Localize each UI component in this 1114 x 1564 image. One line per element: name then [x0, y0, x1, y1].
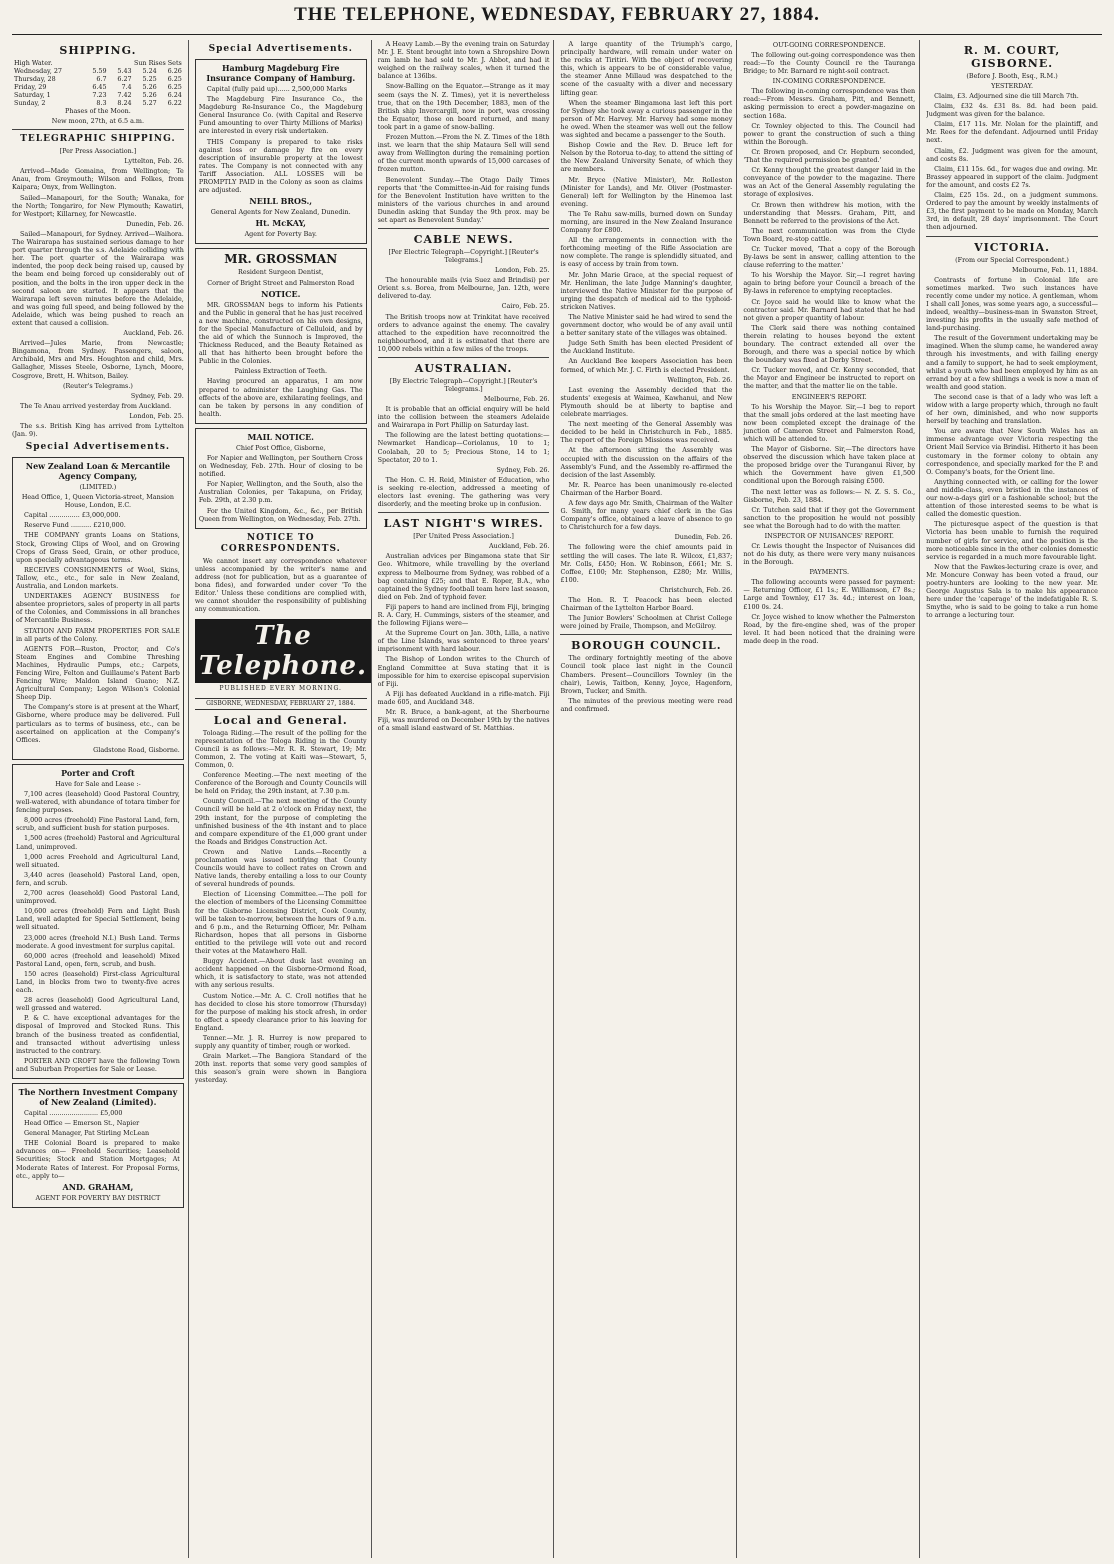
- paragraph: The Hon. R. T. Peacock has been elected Chairman of the Lyttelton Harbor Board.: [560, 596, 733, 613]
- divider: [378, 512, 550, 513]
- painless-heading: Painless Extraction of Teeth.: [234, 367, 328, 376]
- tide-cell-pm: 6.27: [117, 75, 132, 83]
- tide-cell-day: Wednesday, 27: [14, 67, 62, 75]
- paragraph: Bishop Cowie and the Rev. D. Bruce left for Nelson by the Rotorua to-day, to attend the sitting of the New Zealand University Senate, of which they are members.: [560, 141, 733, 174]
- cable-sub: [Per Electric Telegraph—Copyright.] [Reuter's Telegrams.]: [388, 248, 539, 265]
- tide-cell-day: Sunday, 2: [14, 99, 46, 107]
- paragraph: Claim, £17 11s. Mr. Nolan for the plaintiff, and Mr. Rees for the defendant. Adjourned until Friday next.: [926, 120, 1098, 145]
- paragraph: The next letter was as follows:— N. Z. S. S. Co., Gisborne, Feb. 23, 1884.: [743, 487, 916, 504]
- victoria-sub: (From our Special Correspondent.): [955, 255, 1069, 264]
- tide-row: [12, 83, 184, 91]
- paragraph: The Te Anau arrived yesterday from Auckland.: [20, 401, 172, 410]
- telephone-title: The Telephone.: [195, 619, 371, 683]
- listing: 2,700 acres (leasehold) Good Pastoral Land, unimproved.: [16, 889, 180, 906]
- listing: 3,440 acres (leasehold) Pastoral Land, open, fern, and scrub.: [16, 870, 180, 887]
- newspaper-columns: [12, 40, 1102, 1558]
- cable-news-heading: CABLE NEWS.: [413, 233, 514, 247]
- tide-cell-pm: 8.24: [117, 99, 132, 107]
- tide-cell-am: 7.23: [92, 91, 107, 99]
- masthead: THE TELEPHONE, WEDNESDAY, FEBRUARY 27, 1884.: [294, 4, 820, 25]
- mail-notice-ad: [195, 428, 367, 529]
- paragraph: Arrived—Jules Marie, from Newcastle; Bingamona, from Sydney. Passengers, saloon, Archibald, Mrs and Mrs. Houghton and child, Mrs. Gallagher, Misses Steele, Osborne, Lynch, Moore, Cosgrove, Brett, H. Whitson, Bailey.: [12, 339, 184, 380]
- manager: General Manager, Pat Stirling McLean: [24, 1129, 150, 1138]
- paragraph: The Clerk said there was nothing contained therein relating to houses beyond the extent boundary. The contract extended all over the Borough, and there was a special notice by which the boundary was fixed at Derby Street.: [743, 323, 916, 365]
- grossman-ad: [195, 248, 367, 424]
- paragraph: An Auckland Bee keepers Association has been formed, of which Mr. J. C. Firth is elected President.: [560, 357, 733, 374]
- capital: Capital ............... £3,000,000.: [24, 511, 121, 520]
- dateline: Melbourne, Feb. 26.: [483, 395, 550, 403]
- hamburg-capital: Capital (fully paid up)...... 2,500,000 Marks: [206, 85, 347, 93]
- paragraph: The British troops now at Trinkitat have received orders to advance against the enemy. The cavalry attached to the expedition have reconnoitred the neighbourhood, and it is estimated that there are 10,000 rebels within a few miles of the troops.: [377, 312, 550, 353]
- paragraph: The second case is that of a lady who was left a widow with a large property which, through no fault of her own, diminished, and who now supports herself by teaching and translation.: [926, 392, 1098, 426]
- paragraph: The minutes of the previous meeting were read and confirmed.: [560, 696, 733, 713]
- paragraph: The next communication was from the Clyde Town Board, re-stop cattle.: [743, 226, 916, 243]
- nz-loan-ad: [12, 457, 184, 760]
- dateline: Sydney, Feb. 29.: [130, 391, 184, 400]
- paragraph: The following in-coming correspondence was then read:—From Messrs. Graham, Pitt, and Bennett, asking permission to erect a powder-magazine on section 168a.: [743, 87, 916, 120]
- paragraph: Sailed—Manapouri, for the South; Wanaka, for the North; Tongariro, for New Plymouth; Kawatiri, for Westport; Killarney, for Newcastle.: [12, 193, 184, 218]
- reuter-label: (Reuter's Telegrams.): [62, 381, 133, 390]
- mckay-sub: Agent for Poverty Bay.: [244, 230, 317, 239]
- dateline: Sydney, Feb. 26.: [496, 465, 550, 474]
- paragraph: RECEIVES CONSIGNMENTS of Wool, Skins, Tallow, etc., etc., for sale in New Zealand, Australia, and London markets.: [16, 565, 180, 591]
- paragraph: Snow-Balling on the Equator.—Strange as it may seem (says the N. Z. Times), yet it is nevertheless true, that on the 19th December, 1883, men of the British ship Invercargill, now in port, was crossing the Equator, those on board returned, and many took part in a game of snow-balling.: [377, 82, 550, 131]
- paragraph: Cr. Brown proposed, and Cr. Hepburn seconded, 'That the required permission be granted.': [743, 147, 916, 165]
- paragraph: Judge Seth Smith has been elected President of the Auckland Institute.: [560, 339, 733, 356]
- rm-court-heading: R. M. COURT, GISBORNE.: [963, 44, 1061, 70]
- northern-title: The Northern Investment Company of New Zealand (Limited).: [18, 1087, 178, 1107]
- paragraph: The Bishop of London writes to the Church of England Committee at Suva stating that it is impossible for him to exercise episcopal supervision of Fiji.: [377, 655, 550, 688]
- column-6: [926, 40, 1102, 1558]
- tide-cell-pm: 7.42: [117, 91, 132, 99]
- paragraph: Cr. Joyce wished to know whether the Palmerston Road, by the fire-engine shed, was of the proper level. It had been noticed that the draining were made deep in the road.: [743, 612, 916, 645]
- paragraph: Cr. Kenny thought the greatest danger laid in the conveyance of the powder to the magazine. There was an Act of the General Assembly regulating the storage of explosives.: [743, 166, 916, 199]
- last-wires-sub: [Per United Press Association.]: [413, 532, 514, 541]
- porter-croft-ad: [12, 764, 184, 1079]
- victoria-heading: VICTORIA.: [974, 240, 1050, 254]
- dateline: Christchurch, Feb. 26.: [659, 585, 733, 594]
- neill-bros: NEILL BROS.,: [249, 196, 313, 207]
- tide-cell-sets: 6.22: [167, 99, 182, 107]
- paragraph: Now that the Fawkes-lecturing craze is over, and Mr. Moncure Conway has been voted a fraud, our poetry-hunters are looking to the new year. Mr. George Augustus Sala is to make his appearance here under the 'caperage' of the indefatigable R. S. Smythe, who is said to be going to take a run home to arrange a lecturing tour.: [926, 562, 1098, 620]
- paragraph: We cannot insert any correspondence whatever unless accompanied by the writer's name and address (not for publication, but as a guarantee of bona fides), and forwarded under cover 'To the Editor.' Unless these conditions are complied with, we cannot shoulder the responsibility of publishing any communication.: [194, 556, 367, 614]
- paragraph: County Council.—The next meeting of the County Council will be held at 2 o'clock on Friday next, the 29th instant, for the purpose of completing the unfinished business of the 4th instant and to place and compare expenditure of the £1,000 grant under the Roads and Bridges Construction Act.: [194, 797, 367, 846]
- tide-cell-sets: 6.26: [167, 67, 182, 75]
- column-2: [195, 40, 372, 1558]
- divider: [12, 129, 184, 130]
- paragraph: STATION AND FARM PROPERTIES FOR SALE in all parts of the Colony.: [16, 626, 180, 643]
- divider: [560, 634, 732, 635]
- mail-heading: MAIL NOTICE.: [247, 431, 314, 442]
- mckay: Ht. McKAY,: [255, 218, 306, 229]
- paragraph: Mr. R. Bruce, a bank-agent, at the Sherbourne Fiji, was murdered on December 19th by the natives of a small island eastward of St. Matthias.: [377, 708, 550, 733]
- paragraph: Cr. Joyce said he would like to know what the contractor said. Mr. Barnard had stated that he had not given a proper quantity of labour.: [743, 297, 916, 322]
- divider: [378, 357, 550, 358]
- paragraph: The Magdeburg Fire Insurance Co., the Magdeburg Re-Insurance Co., the Magdeburg General Insurance Co. (with Capital and Reserve Fund amounting to over Thirty Millions of Marks) are interested in every risk undertaken.: [198, 95, 363, 136]
- shipping-heading: SHIPPING.: [59, 44, 137, 57]
- head-office: Head Office — Emerson St., Napier: [24, 1119, 140, 1128]
- tide-row: [12, 91, 184, 99]
- northern-investment-ad: [12, 1083, 184, 1208]
- tide-table: [12, 59, 184, 107]
- paragraph: Toloaga Riding.—The result of the polling for the representation of the Tologa Riding in the County Council is as follows:—Mr. R. R. Stewart, 19; Mr. Common, 2. The voting at Kaiti was—Stewart, 5, Common, 0.: [194, 728, 367, 769]
- moon-label: Phases of the Moon.: [65, 107, 131, 115]
- paragraph: Frozen Mutton.—From the N. Z. Times of the 18th inst. we learn that the ship Mataura Sell will send away from Wellington during the remaining portion of the current month upwards of 15,000 carcases of frozen mutton.: [377, 133, 550, 174]
- paragraph: Tenner.—Mr. J. R. Hurrey is now prepared to supply any quantity of timber, rough or worked.: [194, 1033, 367, 1051]
- listing: 8,000 acres (freehold) Fine Pastoral Land, fern, scrub, and sufficient bush for station purposes.: [16, 816, 180, 833]
- paragraph: A large quantity of the Triumph's cargo, principally hardware, will remain under water on the rocks at Tiritiri. With the object of recovering this, which is appears to be of considerable value, the steamer Anne Millaud was despatched to the scene of the casualty with a diver and necessary lifting gear.: [560, 40, 733, 97]
- grossman-sub: Resident Surgeon Dentist,: [238, 268, 324, 277]
- paragraph: Mr. R. Pearce has been unanimously re-elected Chairman of the Harbor Board.: [560, 480, 733, 497]
- australian-sub: [By Electric Telegraph—Copyright.] [Reuter's Telegrams.]: [389, 377, 538, 393]
- paragraph: AGENTS FOR—Ruston, Proctor, and Co's Steam Engines and Combine Threshing Machines, Hydraulic Pumps, etc.; Carpets, Fencing Wire, Felton and Guillaume's Patent Barb Fencing Wire; Maldon Island Guano; N.Z. Agricultural Company; Legon Wilson's Colonial Sheep Dip.: [16, 644, 180, 702]
- divider: [378, 228, 550, 229]
- listing: 150 acres (leasehold) First-class Agricultural Land, in blocks from two to twenty-five acres each.: [16, 969, 180, 995]
- rm-before: (Before J. Booth, Esq., R.M.): [966, 72, 1058, 80]
- graham-name: AND. GRAHAM,: [62, 1181, 134, 1192]
- tide-row: [12, 67, 184, 75]
- paragraph: The s.s. British King has arrived from Lyttelton (Jan. 9).: [12, 421, 184, 438]
- graham-agent: AGENT FOR POVERTY BAY DISTRICT: [35, 1193, 161, 1202]
- paragraph: Last evening the Assembly decided that the students' exegesis at Waimea, Kawhanui, and New Plymouth should be at liberty to baptise and celebrate marriages.: [560, 385, 733, 419]
- grossman-title: MR. GROSSMAN: [224, 252, 338, 267]
- paragraph: Election of Licensing Committee.—The poll for the election of members of the Licensing Committee for the Gisborne Licensing District, Cook County, will be taken to-morrow, between the hours of 9 a.m. and 6 p.m., and the Returning Officer, Mr. Pelham Richardson, hopes that all persons in Gisborne entitled to the privilege will vote out and record their votes at the Matawhero Hall.: [194, 890, 367, 956]
- paragraph: UNDERTAKES AGENCY BUSINESS for absentee proprietors, sales of property in all parts of the Colonies, and Commissions in all branches of Mercantile Business.: [16, 592, 180, 625]
- ad-address: Gladstone Road, Gisborne.: [93, 745, 180, 754]
- paragraph: Conference Meeting.—The next meeting of the Conference of the Borough and County Councils will be held on Friday, the 29th instant, at 7.30 p.m.: [194, 771, 367, 796]
- last-wires-heading: LAST NIGHT'S WIRES.: [383, 517, 544, 531]
- paragraph: Custom Notice.—Mr. A. C. Croll notifies that he has decided to close his store tomorrow (Thursday) for the purpose of making his stock afresh, in order to effect a speedy clearance prior to his leaving for England.: [194, 991, 367, 1032]
- paragraph: PORTER AND CROFT have the following Town and Suburban Properties for Sale or Lease.: [16, 1056, 180, 1073]
- paragraph: You are aware that New South Wales has an immense advantage over Victoria respecting the Orient Mail Service via Brindisi. Hitherto it has been customary in the former colony to obtain any correspondence, and specially marked for the P. and O. Company's boats, for the Orient line.: [926, 427, 1098, 476]
- special-ads-heading: Special Advertisements.: [208, 44, 353, 54]
- paragraph: Claim, £32 4s. £31 8s. 8d. had been paid. Judgment was given for the balance.: [926, 102, 1098, 119]
- special-ads-heading: Special Advertisements.: [25, 442, 171, 453]
- dateline: Auckland, Feb. 26.: [488, 542, 550, 551]
- issue-date-line: GISBORNE, WEDNESDAY, FEBRUARY 27, 1884.: [195, 698, 367, 710]
- paragraph: A few days ago Mr. Smith, Chairman of the Walter G. Smith, for many years chief clerk in the Gas Company's office, obtained a leave of absence to go to Christchurch for a few days.: [560, 498, 733, 532]
- paragraph: The Te Rahu saw-mills, burned down on Sunday morning, are insured in the New Zealand Insurance Company for £800.: [560, 209, 733, 235]
- paragraph: At the afternoon sitting the Assembly was occupied with the discussion on the affairs of the Assembly's Fund, and the Assembly re-affirmed the decision of the last Assembly.: [560, 446, 733, 479]
- listing: 10,600 acres (freehold) Fern and Light Bush Land, well adapted for Special Settlement, being well situated.: [16, 907, 180, 932]
- porter-croft-sub: Have for Sale and Lease :-: [55, 779, 141, 788]
- paragraph: A Fiji has defeated Auckland in a rifle-match. Fiji made 605, and Auckland 348.: [377, 689, 550, 706]
- paragraph: MR. GROSSMAN begs to inform his Patients and the Public in general that he has just received a new machine, constructed on his own designs, for the Special Manufacture of Celluloid, and by the aid of which the Sunnoch is Improved, the Thickness Reduced, and the Beauty Retained as all that has hitherto been brought before the Public in the Colonies.: [198, 300, 363, 366]
- listing: 1,500 acres (freehold) Pastoral and Agricultural Land, unimproved.: [16, 834, 180, 851]
- paragraph: For Napier, Wellington, and the South, also the Australian Colonies, per Takapuna, on Friday, Feb. 29th, at 2.30 p.m.: [198, 480, 363, 505]
- paragraph: Claim, £25 15s. 2d., on a judgment summons. Ordered to pay the amount by weekly instalments of £3, the first payment to be made on Monday, March 3rd, in default, 28 days' imprisonment. The Court then adjourned.: [926, 191, 1098, 232]
- paragraph: At the Supreme Court on Jan. 30th, Lilla, a native of the Line Islands, was sentenced to three years' imprisonment with hard labour.: [377, 629, 550, 654]
- paragraph: Cr. Tucker moved, 'That a copy of the Borough By-laws be sent in answer, calling attention to the clause referring to the matter.': [743, 244, 916, 270]
- dateline: Dunedin, Feb. 26.: [126, 219, 184, 228]
- paragraph: Grain Market.—The Bangiora Standard of the 20th inst. reports that some very good samples of this season's grain were shown in Bangiora yesterday.: [194, 1052, 367, 1085]
- paragraph: Claim, £2. Judgment was given for the amount, and costs 8s.: [926, 146, 1098, 163]
- tide-cell-sets: 6.25: [167, 83, 182, 91]
- tide-cell-day: Saturday, 1: [14, 91, 51, 99]
- grossman-address: Corner of Bright Street and Palmerston Road: [207, 278, 355, 287]
- listing: 1,000 acres Freehold and Agricultural Land, well situated.: [16, 852, 180, 869]
- payments-heading: PAYMENTS.: [809, 568, 849, 577]
- paragraph: Fiji papers to hand are inclined from Fiji, bringing R. A. Cary, H. Cummings, sisters of the steamer, and the following Fijians were—: [377, 602, 550, 628]
- dateline: London, Feb. 25.: [129, 411, 184, 420]
- tide-header-sun: Sun Rises Sets: [133, 59, 182, 67]
- australian-heading: AUSTRALIAN.: [414, 362, 513, 375]
- column-4: [560, 40, 737, 1558]
- listing: 60,000 acres (freehold and leasehold) Mixed Pastoral Land, open, fern, scrub, and bush.: [16, 951, 180, 968]
- paragraph: The following accounts were passed for payment:— Returning Officer, £1 1s.; E. Williamson, £7 8s.; Large and Townley, £17 3s. 4d.; interest on loan, £100 0s. 24.: [743, 578, 916, 611]
- inspector-heading: INSPECTOR OF NUISANCES' REPORT.: [764, 531, 894, 540]
- tide-cell-am: 8.3: [96, 99, 107, 107]
- paragraph: Claim, £11 15s. 6d., for wages due and owing. Mr. Brassey appeared in support of the claim. Judgment for the amount, and costs £2 7s.: [926, 164, 1098, 189]
- column-1: [12, 40, 189, 1558]
- paragraph: For Napier and Wellington, per Southern Cross on Wednesday, Feb. 27th. Hour of closing to be notified.: [198, 454, 363, 479]
- paragraph: Benevolent Sunday.—The Otago Daily Times reports that 'the Committee-in-Aid for raising funds for the Benevolent Institution have written to the ministers of the various churches in and around Dunedin asking that Sunday the 9th prox. may be set apart as Benevolent Sunday.': [377, 175, 550, 224]
- paragraph: To his Worship the Mayor. Sir,—I regret having again to bring before your Council a breach of the By-laws in reference to emptying receptacles.: [743, 271, 916, 296]
- tide-row: [12, 75, 184, 83]
- paragraph: Anything connected with, or calling for the lower and middle-class, even bristled in the instances of our now-a-days girl or a fashionable school; but the attention of those interested seems to be what is called the domestic question.: [926, 477, 1098, 519]
- paragraph: Buggy Accident.—About dusk last evening an accident happened on the Gisborne-Ormond Road, which, it is satisfactory to state, was not attended with any serious results.: [194, 957, 367, 990]
- paragraph: Arrived—Made Gomaina, from Wellington; Te Anau, from Greymouth; Wilson and Folkes, from Kaipara; Onyx, from Wellington.: [12, 167, 184, 192]
- nz-loan-limited: (LIMITED.): [79, 483, 117, 492]
- dateline: Lyttelton, Feb. 26.: [124, 157, 184, 166]
- paragraph: The result of the Government undertaking may be imagined. When the slump came, he wandered away through his investments, and with failing energy and a family to support, he had to seek employment, whilst a youth who had been employed by him as an errand boy at a few shillings a week is now a man of wealth and good station.: [926, 334, 1098, 391]
- paragraph: Sailed—Manapouri, for Sydney. Arrived—Waihora. The Wairarapa has sustained serious damage to her port quarter through the s.s. Adelaide colliding with her. The port quarter of the Wairarapa was indented, the poop deck being raised up, caused by the beam end being forced up considerably out of position, and the bolts in the iron upper deck in the second saloon are started. It appears that the Wairarapa left seven minutes before the Adelaide, and was going full speed, and being followed by the Adelaide, which was being pushed to reach an extent that caused a collision.: [12, 229, 184, 327]
- head-office: Head Office, 1, Queen Victoria-street, Mansion House, London, E.C.: [21, 493, 175, 510]
- paragraph: The following out-going correspondence was then read:—To the County Council re the Tauranga Bridge; to Mr. Barnard re night-soil contract.: [743, 51, 916, 76]
- paragraph: The Hon. C. H. Reid, Minister of Education, who is seeking re-election, addressed a meeting of electors last evening. The gathering was very disorderly, and the meeting broke up in confusion.: [377, 475, 550, 509]
- tide-header-high-water: High Water.: [14, 59, 53, 67]
- paragraph: The Native Minister said he had wired to send the government doctor, who would be of any avail until a better sanitary state of the villages was obtained.: [560, 313, 733, 338]
- local-general-heading: Local and General.: [213, 713, 348, 727]
- dateline: London, Feb. 25.: [494, 266, 550, 275]
- tide-cell-rises: 5.27: [142, 99, 157, 107]
- paragraph: Cr. Townley objected to this. The Council had power to grant the construction of such a thing within the Borough.: [743, 121, 916, 146]
- paragraph: The next meeting of the General Assembly was decided to be held in Christchurch in Feb., 1885. The report of the Foreign Missions was received.: [560, 420, 733, 445]
- paragraph: The Mayor of Gisborne. Sir,—The directors have observed the discussion which have taken place at the proposed bridge over the Turanganui River, by which the Government have given £1,500 conditional upon the Borough raising £500.: [743, 445, 916, 486]
- paragraph: The ordinary fortnightly meeting of the above Council took place last night in the Council Chambers. Present—Councillors Townley (in the chair), Lewis, Taitbon, Kenny, Joyce, Hagenforn, Brown, Tucker, and Smith.: [560, 654, 733, 695]
- dateline: Auckland, Feb. 26.: [123, 329, 184, 338]
- column-3: [378, 40, 555, 1558]
- borough-council-heading: BOROUGH COUNCIL.: [571, 639, 722, 653]
- paragraph: For the United Kingdom, &c., &c., per British Queen from Wellington, on Wednesday, Feb. 27th.: [198, 506, 363, 523]
- tide-cell-rises: 5.24: [142, 67, 157, 75]
- engineers-heading: ENGINEER'S REPORT.: [791, 392, 867, 401]
- divider: [926, 236, 1098, 237]
- paragraph: Cr. Tucker moved, and Cr. Kenny seconded, that the Mayor and Engineer be instructed to report on the matter, and that the matter lie on the table.: [743, 366, 916, 391]
- tide-cell-rises: 5.25: [142, 75, 157, 83]
- paragraph: The Junior Bowlers' Schoolmen at Christ College were joined by Fraile, Thompson, and McGilroy.: [560, 614, 733, 631]
- porter-croft-title: Porter and Croft: [61, 767, 135, 778]
- paragraph: The following are the latest betting quotations:—Newmarket Handicap—Coriolanus, 10 to 1; Coolabah, 20 to 5; Precious Stone, 14 to 1; Spectator, 20 to 1.: [377, 431, 550, 464]
- tide-cell-pm: 7.4: [121, 83, 132, 91]
- paragraph: It is probable that an official enquiry will be held into the collision between the steamers Adelaide and Wairarapa in Port Phillip on Saturday last.: [377, 405, 550, 430]
- paragraph: Cr. Lewis thought the Inspector of Nuisances did not do his duty, as there were very many nuisances in the Borough.: [743, 541, 916, 567]
- reserve: Reserve Fund .......... £210,000.: [24, 521, 126, 530]
- tide-cell-rises: 5.26: [142, 91, 157, 99]
- column-5: [743, 40, 920, 1558]
- listing: 28 acres (leasehold) Good Agricultural Land, well grassed and watered.: [16, 996, 180, 1013]
- telegraphic-heading: TELEGRAPHIC SHIPPING.: [20, 134, 176, 145]
- paragraph: Having procured an apparatus, I am now prepared to administer the Laughing Gas. The effects of the above are, exhilarating feelings, and can be taken by persons in any condition of health.: [198, 377, 363, 418]
- paragraph: All the arrangements in connection with the forthcoming meeting of the Rifle Association are now complete. The range is splendidly situated, and is easy of access by train from town.: [560, 236, 733, 269]
- paragraph: Crown and Native Lands.—Recently a proclamation was issued notifying that County Councils would have to collect rates on Crown and Native lands, thereby entailing a loss to our County of several hundreds of pounds.: [194, 847, 367, 889]
- tide-cell-day: Thursday, 28: [14, 75, 56, 83]
- paragraph: Cr. Brown then withdrew his motion, with the understanding that Messrs. Graham, Pitt, and Bennett be referred to the provisions of the Act.: [743, 200, 916, 225]
- paragraph: Mr. Bryce (Native Minister), Mr. Rolleston (Minister for Lands), and Mr. Oliver (Postmaster-General) left for Wellington by the Hinemoa last evening.: [560, 175, 733, 208]
- notice-heading: NOTICE.: [261, 288, 301, 299]
- tide-cell-am: 5.59: [92, 67, 107, 75]
- tide-cell-sets: 6.25: [167, 75, 182, 83]
- paragraph: The picturesque aspect of the question is that Victoria has been unable to furnish the required number of girls for service, and the position is the more noticeable since in the other colonies domestic service is regarded in a much more favourable light.: [926, 520, 1098, 561]
- paragraph: P. & C. have exceptional advantages for the disposal of Improved and Stocked Runs. This branch of the business treated as confidential, and transacted without advertising unless instructed to the contrary.: [16, 1014, 180, 1055]
- listing: 7,100 acres (leasehold) Good Pastoral Country, well-watered, with abundance of totara timber for fencing purposes.: [16, 790, 180, 815]
- paragraph: The following were the chief amounts paid in settling the will cases. The late R. Wilcox, £1,837; Mr. Colls, £450; Hon. W. Robinson, £661; Mr. S. Coffee, £100; Mr. Stephenson, £280; Mr. Willis, £100.: [560, 543, 733, 584]
- dateline: Melbourne, Feb. 11, 1884.: [1012, 265, 1098, 274]
- tide-cell-am: 6.45: [92, 83, 107, 91]
- press-assoc-label: [Per Press Association.]: [59, 147, 137, 156]
- correspondents-heading: NOTICE TO CORRESPONDENTS.: [220, 532, 341, 554]
- tide-row: [12, 99, 184, 107]
- masthead-rule: [12, 34, 1102, 35]
- paragraph: THE COMPANY grants Loans on Stations, Stock, Growing Clips of Wool, and on Growing Crops of Grass Seed, Grain, or other produce, upon specially advantageous terms.: [16, 531, 180, 564]
- neill-sub: General Agents for New Zealand, Dunedin.: [210, 208, 351, 217]
- published-line: PUBLISHED EVERY MORNING.: [219, 685, 342, 693]
- listing: 23,000 acres (freehold N.I.) Bush Land. Terms moderate. A good investment for surplus capital.: [16, 933, 180, 950]
- tide-cell-sets: 6.24: [167, 91, 182, 99]
- outgoing-heading: OUT-GOING CORRESPONDENCE.: [772, 41, 886, 49]
- paragraph: THIS Company is prepared to take risks against loss or damage by fire on every description of insurable property at the lowest rates. The Company is not connected with any Tariff Association. ALL LOSSES will be PROMPTLY PAID in the Colony as soon as claims are adjusted.: [198, 137, 363, 195]
- paragraph: To his Worship the Mayor. Sir,—I beg to report that the small jobs ordered at the last meeting have now been completed except the drainage of the junction of Cameron Street and Palmerston Road, which will be attended to.: [743, 402, 916, 443]
- dateline: Cairo, Feb. 25.: [501, 302, 550, 311]
- paragraph: The Company's store is at present at the Wharf, Gisborne, where produce may be delivered. Full particulars as to terms of business, etc., can be ascertained on application at the Company's Offices.: [16, 703, 180, 744]
- tide-cell-rises: 5.26: [142, 83, 157, 91]
- rm-yesterday: YESTERDAY.: [991, 82, 1033, 90]
- paragraph: THE Colonial Board is prepared to make advances on— Freehold Securities; Leasehold Securities; Stock and Station Mortgages; At Moderate Rates of Interest. For Proposal Forms, etc., apply to—: [16, 1139, 180, 1180]
- tide-cell-am: 6.7: [96, 75, 107, 83]
- moon-text: New moon, 27th, at 6.5 a.m.: [51, 117, 145, 126]
- paragraph: Australian advices per Bingamona state that Sir Geo. Whitmore, while travelling by the overland express to Melbourne from Sydney, was robbed of a bag containing £25; and that E. Roper, B.A., who captained the Sydney football team here last season, died on Feb. 2nd of typhoid fever.: [377, 552, 550, 601]
- hamburg-title: Hamburg Magdeburg Fire Insurance Company of Hamburg.: [206, 63, 356, 83]
- hamburg-ad: [195, 59, 367, 244]
- dateline: Dunedin, Feb. 26.: [674, 533, 733, 542]
- paragraph: Claim, £3. Adjourned sine die till March 7th.: [934, 92, 1079, 100]
- tide-cell-day: Friday, 29: [14, 83, 47, 91]
- paragraph: Cr. Tutchen said that if they got the Government sanction to the proposition he would not possibly see what the Borough had to do with the matter.: [743, 505, 916, 530]
- tide-cell-pm: 5.43: [117, 67, 132, 75]
- paragraph: Contrasts of fortune in Colonial life are sometimes marked. Two such instances have recently come under my notice. A gentleman, whom I shall call Jones, was some years ago, a successful—indeed, wealthy—business-man in Swanston Street, investing his profits in the usually safe method of land-purchasing.: [926, 275, 1098, 333]
- paragraph: When the steamer Bingamona last left this port for Sydney she took away a curious passenger in the person of Mr. Harvey. Mr. Harvey had some money he owed. When the steamer was well out the fellow was sighted and became a passenger to the South.: [560, 98, 733, 140]
- paragraph: A Heavy Lamb.—By the evening train on Saturday Mr. J. E. Stent brought into town a Shropshire Down ram lamb he had sold to Mr. J. Abbot, and had it weighed on the railway scales, when it turned the balance at 136lbs.: [377, 40, 550, 81]
- paragraph: Mr. John Marie Grace, at the special request of Mr. Henliman, the late Judge Manning's daughter, interviewed the Native Minister for the purpose of urging the despatch of medical aid to the typhoid-stricken Natives.: [560, 270, 733, 311]
- mail-sub: Chief Post Office, Gisborne,: [235, 443, 326, 452]
- incoming-heading: IN-COMING CORRESPONDENCE.: [772, 77, 886, 86]
- dateline: Wellington, Feb. 26.: [667, 375, 733, 384]
- capital: Capital ........................ £5,000: [24, 1109, 123, 1117]
- telephone-nameplate: [195, 619, 367, 693]
- paragraph: The honourable mails (via Suez and Brindisi) per Orient s.s. Borea, from Melbourne, Jan. 12th, were delivered to-day.: [377, 276, 550, 301]
- nz-loan-title: New Zealand Loan & Mercantile Agency Company,: [25, 461, 171, 482]
